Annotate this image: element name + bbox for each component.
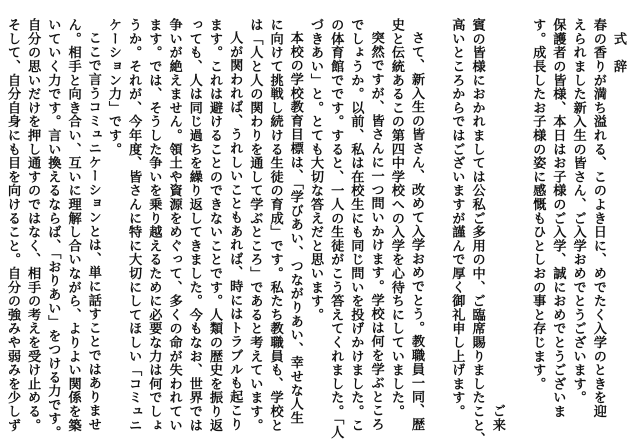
text-line: ます。これは避けることのできないことです。人類の歴史を振り返: [206, 18, 222, 432]
text-line: す。成長したお子様の姿に感慨もひとしおの事と存じます。: [530, 18, 546, 391]
text-line: っても、人は同じ過ちを繰り返してきました。今もなお、世界では: [186, 18, 202, 432]
text-line: でしょうか。以前、私は在校生にも同じ問いを投げかけました。こ: [348, 18, 364, 432]
text-line: 本校の学校教育目標は、「学びあい、つながりあい、幸せな人生: [287, 31, 303, 425]
text-line: うか。それが、今年度、皆さんに特に大切にしてほしい「コミュニ: [126, 18, 142, 432]
text-line: 自分の思いだけを押し通すのではなく、相手の考えを受け止める。: [25, 18, 41, 432]
text-line: 春の香りが満ち溢れる、このよき日に、めでたく入学のときを迎: [590, 18, 606, 419]
text-line: えられました新入生の皆さん、ご入学おめでとうございます。: [570, 18, 586, 405]
text-line: ん。相手と向き合い、互いに理解し合いながら、よりよい関係を築: [65, 18, 81, 432]
text-line: 史と伝統あるこの第四中学校への入学を心待ちにしていました。: [388, 18, 404, 419]
text-line: ここで言うコミュニケーションとは、単に話すことではありませ: [85, 31, 101, 432]
document-title: 式 辞: [611, 32, 626, 74]
text-line: 人が関われば、うれしいこともあれば、時にはトラブルも起こり: [227, 31, 243, 432]
text-line: ます。では、そうした争いを乗り越えるために必要な力は何でしょ: [146, 18, 162, 432]
text-line: の体育館でです。すると、一人の生徒がこう答えてくれました。「人: [328, 18, 344, 440]
text-line: さて、新入生の皆さん、改めて入学おめでとう。教職員一同、歴: [409, 31, 424, 432]
text-line: ご来: [489, 404, 505, 432]
text-line: ケーション力」です。: [105, 18, 121, 156]
text-line: づきあい」と。とても大切な答えだと思います。: [307, 18, 323, 322]
text-line: に向けて挑戦し続ける生徒の育成」です。私たち教職員も、学校と: [267, 18, 283, 432]
text-line: 賓の皆様におかれましては公私ご多用の中、ご臨席賜りましたこと、: [469, 18, 485, 446]
text-line: は「人と人の関わりを通して学ぶところ」であると考えています。: [247, 18, 263, 432]
text-line: 突然ですが、皆さんに一つ問いかけます。学校は何を学ぶところ: [368, 31, 384, 432]
text-line: 争いが絶えません。領土や資源をめぐって、多くの命が失われてい: [166, 18, 182, 432]
text-line: いていく力です。言い換えるならば、「おりあい」をつける力です。: [45, 18, 61, 440]
text-line: 保護者の皆様、本日はお子様のご入学、誠におめでとうございま: [550, 18, 566, 419]
vertical-text-body: [4, 18, 628, 446]
blank-line: [507, 18, 527, 432]
blank-line: [426, 18, 446, 432]
text-line: そして、自分自身にも目を向けること。自分の強みや弱みを少しず: [4, 18, 20, 432]
text-line: 高いところからではございますが謹んで厚く御礼申し上げます。: [449, 18, 465, 419]
